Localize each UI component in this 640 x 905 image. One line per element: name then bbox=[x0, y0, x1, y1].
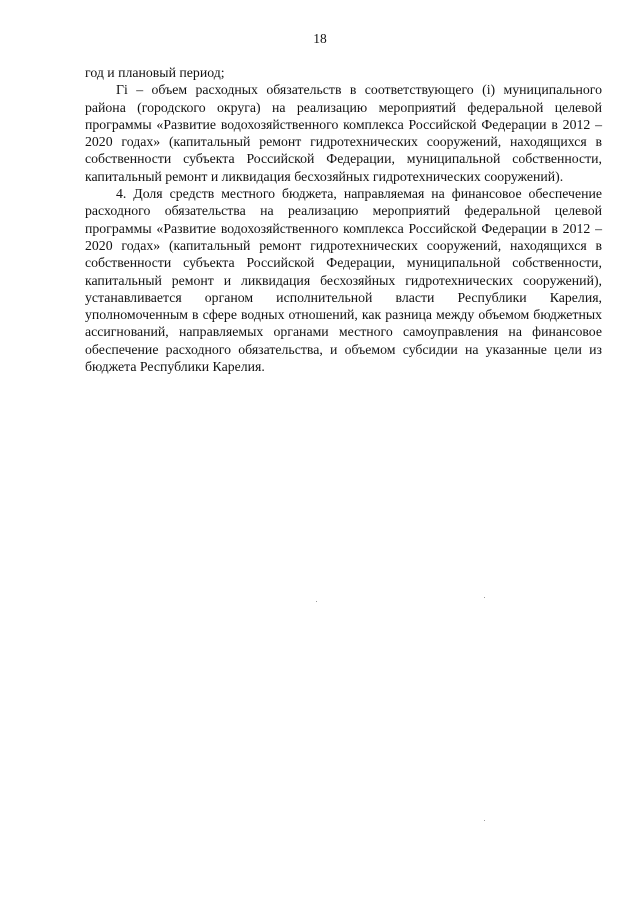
scan-speck bbox=[316, 601, 317, 602]
paragraph-continuation: год и плановый период; bbox=[85, 65, 225, 80]
scan-speck bbox=[484, 820, 485, 821]
scan-speck bbox=[484, 597, 485, 598]
paragraph-definition-gi: Гi – объем расходных обязательств в соответствующего (i) муниципального района (городского округа) на реализацию мероприятий федеральной целевой программы «Развитие водохозяйственного комплекса Российской Федерации в 2012 – 2020 годах» (капитальный ремонт гидротехнических сооружений, находящихся в собственности субъекта Российской Федерации, муниципальной собственности, капитальный ремонт и ликвидация бесхозяйных гидротехнических сооружений). bbox=[85, 82, 602, 184]
paragraph-item-4: 4. Доля средств местного бюджета, направляемая на финансовое обеспечение расходного обязательства на реализацию мероприятий федеральной целевой программы «Развитие водохозяйственного комплекса Российской Федерации в 2012 – 2020 годах» (капитальный ремонт гидротехнических сооружений, находящихся в собственности субъекта Российской Федерации, муниципальной собственности, капитальный ремонт и ликвидация бесхозяйных гидротехнических сооружений), устанавливается органом исполнительной власти Республики Карелия, уполномоченным в сфере водных отношений, как разница между объемом бюджетных ассигнований, направляемых органами местного самоуправления на финансовое обеспечение расходного обязательства, и объемом субсидии на указанные цели из бюджета Республики Карелия. bbox=[85, 186, 602, 375]
page-number: 18 bbox=[313, 31, 327, 46]
document-body bbox=[85, 64, 602, 375]
